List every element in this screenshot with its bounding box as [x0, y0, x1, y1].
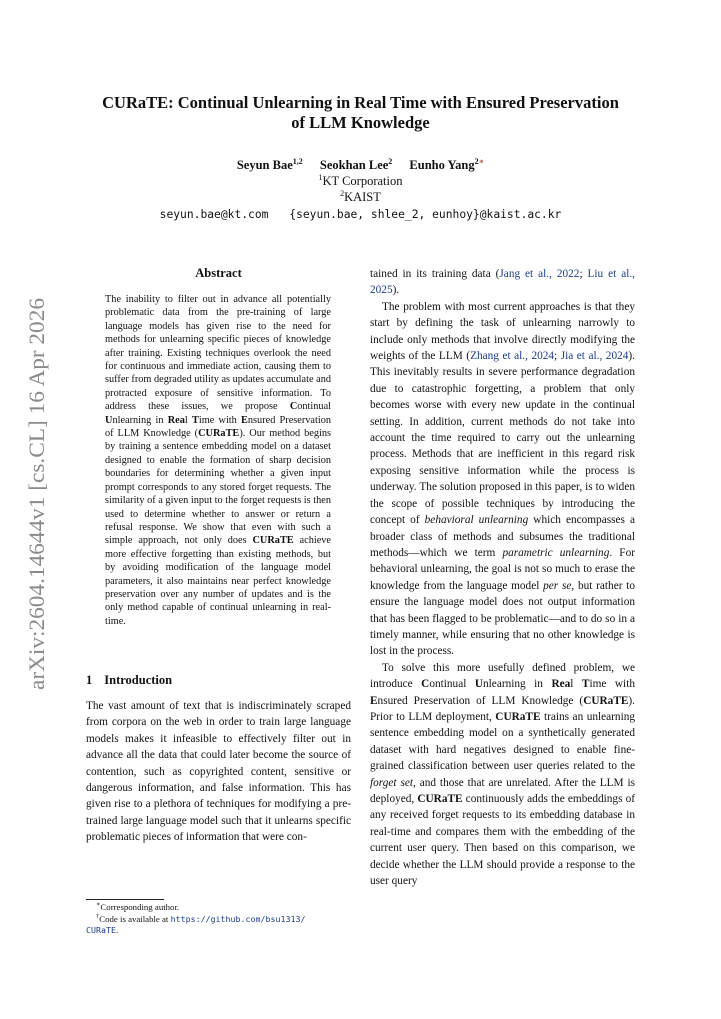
body-text: . For behavioral unlearning, the goal is not so much to erase the knowledge from the language model — [370, 546, 635, 592]
abstract-heading: Abstract — [195, 266, 242, 280]
body-text: tained in its training data ( — [370, 268, 500, 280]
author-emails — [60, 207, 661, 222]
body-text: , but rather to ensure the language model does not output information that has been flagged to be problematic—and to do so in a timely manner, while ensuring that no other knowledge is lost in the process. — [370, 579, 636, 658]
method-name-part: Rea — [167, 414, 185, 426]
emphasis-text: parametric unlearning — [502, 546, 610, 559]
body-text: , and those that are unrelated. After the LLM is deployed, — [370, 776, 635, 805]
author-name: Eunho Yang — [409, 158, 475, 172]
author-name: Seyun Bae — [236, 158, 293, 172]
footnote-rule — [86, 899, 164, 900]
paragraph-problem — [370, 299, 635, 660]
method-name-part: C — [421, 678, 430, 691]
section-heading-introduction — [86, 673, 172, 688]
affiliation-name: KT Corporation — [322, 174, 403, 188]
abstract-body — [105, 293, 331, 628]
method-name-part: nlearning in — [112, 414, 168, 426]
method-acronym: CURaTE — [417, 793, 463, 805]
footnote-mark: † — [96, 912, 100, 920]
footnote-text: . — [115, 925, 119, 935]
paper-title — [70, 93, 651, 133]
method-name-part: U — [474, 678, 484, 691]
method-name-part: C — [289, 401, 298, 413]
footnote-text: Corresponding author. — [100, 902, 180, 912]
footnote-corresponding — [86, 902, 351, 914]
method-name-part: Rea — [551, 678, 571, 691]
method-name-part: ime with — [589, 678, 635, 691]
introduction-left-column: The vast amount of text that is indiscriminately scraped from corpora on the web in order to train large language models makes it infeasible to effectively filter out in advance all the data that could later become the source of contention, such as copyrighted content, sensitive or dangerous information, and false information. This has given rise to a plethora of techniques for modifying a pre-trained large language model such that it unlearns specific problematic pieces of information that were con- — [86, 700, 351, 844]
method-name-part: l — [184, 414, 192, 426]
method-name-part: ontinual — [429, 678, 475, 691]
footnotes — [86, 902, 351, 937]
body-text: ). This inevitably results in severe performance degradation due to catastrophic forgetting, a problem that only becomes worse with every new update in the continual setting. In addition, current methods do not take into account the time required to carry out the unlearning process. Methods that are inefficient in this regard risk exposing sensitive information while the process is underway. The solution proposed in this paper, is to widen the scope of possible techniques by introducing the concept of — [370, 350, 635, 527]
citation-link[interactable]: Liu et al., 2025 — [370, 268, 635, 297]
footnote-text: Code is available at — [99, 913, 171, 924]
citation-link[interactable]: Zhang et al., 2024 — [470, 350, 555, 363]
abstract-text-1: The inability to filter out in advance all potentially problematic data from the pre-training of large language models has given rise to the need for methods for unlearning specific pieces of knowledge after training. Existing techniques overlook the need for continuous and immediate action, causing them to suffer from degraded utility as updates accumulate and protracted exposure of sensitive information. To address these issues, we propose — [105, 294, 331, 413]
email-1: seyun.bae@kt.com — [159, 208, 269, 221]
author-affil-sup: 2 — [388, 157, 393, 166]
author-3 — [409, 158, 484, 172]
body-text: The problem with most current approaches is that they start by defining the task of unlearning narrowly to include only methods that involve directly modifying the weights of the LLM ( — [370, 300, 635, 363]
citation-link[interactable]: Jang et al., 2022 — [499, 268, 580, 280]
citation-link[interactable]: Jia et al., 2024 — [560, 350, 629, 363]
author-1 — [237, 158, 303, 172]
method-acronym: CURaTE — [252, 535, 294, 547]
affiliation-sup: 1 — [318, 173, 323, 182]
method-name-part: l — [570, 678, 582, 691]
affiliation-name: KAIST — [344, 190, 381, 204]
emphasis-text: behavioral unlearning — [424, 514, 529, 527]
body-text: ; — [579, 268, 588, 280]
section-title: Introduction — [104, 673, 173, 687]
method-acronym: CURaTE — [495, 710, 541, 723]
code-url-link[interactable]: https://github.com/bsu1313/ — [170, 913, 306, 924]
author-list — [70, 157, 651, 173]
emphasis-text: per se — [543, 579, 572, 592]
emphasis-text: forget set — [370, 776, 414, 789]
method-name-part: E — [370, 694, 378, 707]
body-text: ). Prior to LLM deployment, — [370, 694, 635, 723]
method-name-part: nlearning in — [483, 678, 552, 691]
paragraph-continuation — [370, 266, 635, 299]
body-text: ). — [392, 284, 400, 297]
affiliation-2 — [70, 189, 651, 205]
method-name-part: T — [581, 678, 590, 691]
code-url-link-cont[interactable]: CURaTE — [86, 925, 116, 935]
affiliation-1 — [70, 173, 651, 189]
method-name-part: U — [105, 414, 113, 426]
method-name-part: ontinual — [297, 401, 331, 413]
method-name-part: ime with — [198, 414, 242, 426]
abstract-text-3: achieve more effective forgetting than existing methods, but by avoiding modification of the language model parameters, it also maintains near perfect knowledge preservation over any number of updates and is the only method capable of continual unlearning in real-time. — [105, 535, 331, 627]
section-number: 1 — [86, 673, 93, 687]
author-name: Seokhan Lee — [319, 158, 389, 172]
method-acronym: CURaTE — [583, 694, 629, 707]
method-name-part: nsured Preservation of LLM Knowledge ( — [377, 694, 584, 707]
right-column-body — [370, 266, 635, 889]
arxiv-identifier-stamp — [14, 295, 54, 690]
title-line-1: CURaTE: Continual Unlearning in Real Time with Ensured Preservation — [102, 93, 619, 112]
affiliation-sup: 2 — [340, 189, 345, 198]
email-2: {seyun.bae, shlee_2, eunhoy}@kaist.ac.kr — [289, 208, 562, 221]
body-text: which encompasses a broader class of methods and subsumes the traditional methods—which we term — [370, 514, 635, 559]
body-text: ; — [554, 350, 561, 363]
arxiv-stamp-text: arXiv:2604.14644v1 [cs.CL] 16 Apr 2026 — [24, 311, 49, 690]
corresponding-author-mark: ∗ — [478, 157, 485, 166]
title-line-2: of LLM Knowledge — [291, 113, 430, 132]
method-name-part: nsured Preservation of LLM Knowledge ( — [105, 414, 332, 440]
footnote-code — [86, 914, 351, 937]
method-acronym: CURaTE — [198, 428, 240, 440]
author-affil-sup: 2 — [474, 157, 479, 166]
footnote-mark: ∗ — [96, 901, 101, 908]
paragraph-method-intro — [370, 660, 635, 890]
body-text: trains an unlearning sentence embedding model on a synthetically generated dataset with hard negatives designed to enable fine-grained classification between user queries related to the — [370, 710, 635, 773]
method-name-part: E — [241, 414, 248, 426]
author-affil-sup: 1,2 — [292, 157, 303, 166]
abstract-text-2: ). Our method begins by training a sentence embedding model on a dataset designed to enable the formation of sharp decision boundaries for determining whether a given input prompt corresponds to any stored forget requests. The similarity of a given input to the forget requests is then used to determine whether to answer or return a refusal response. We show that even with such a simple approach, not only does — [105, 428, 331, 547]
body-text: To solve this more usefully defined problem, we introduce — [370, 661, 635, 691]
body-text: continuously adds the embeddings of any received forget requests to its embedding database in real-time and compares them with the embedding of the current user query. Then based on this comparison, we decide whether the LLM should provide a response to the user query — [370, 793, 636, 888]
author-2 — [320, 158, 392, 172]
method-name-part: T — [191, 414, 199, 426]
